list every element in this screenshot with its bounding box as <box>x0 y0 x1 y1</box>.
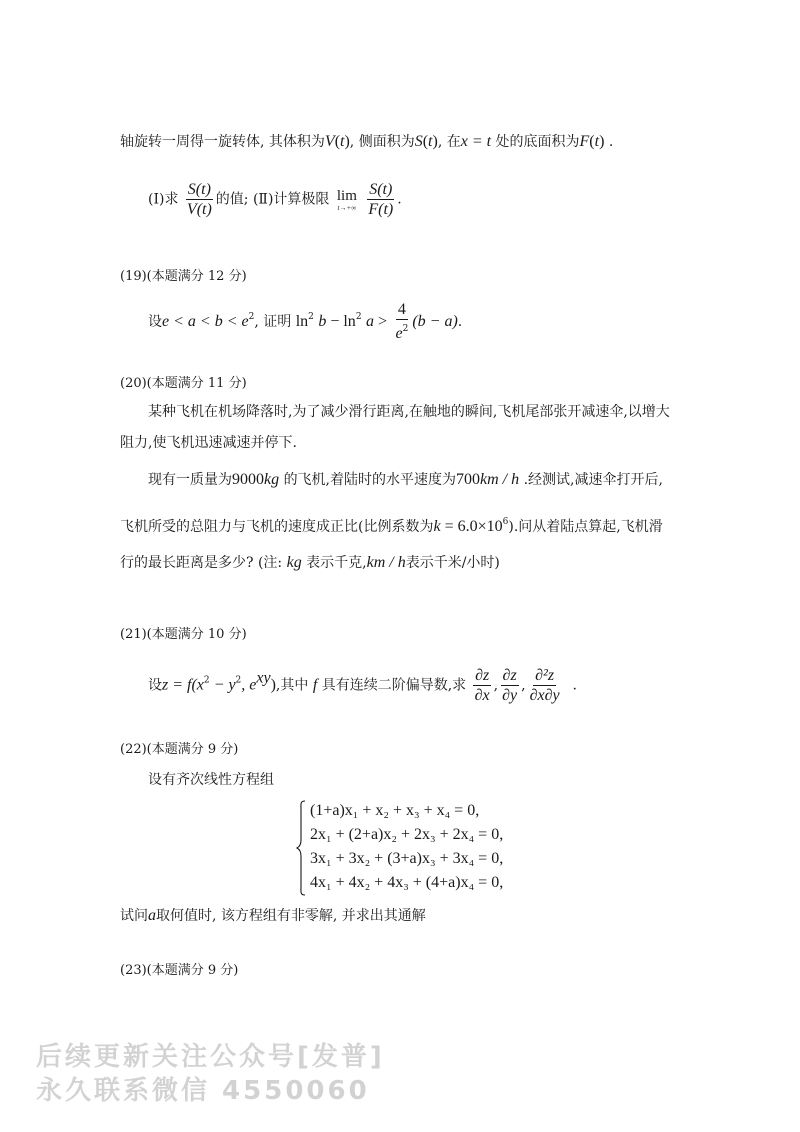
q18-parts <box>148 180 402 219</box>
part-2-tail: . <box>397 191 402 208</box>
q20-l5c: 表示千米/小时) <box>405 555 500 571</box>
q23-header: (23)(本题满分 9 分) <box>120 963 239 978</box>
a-symbol: a <box>148 907 156 924</box>
q19-frac-num: 4 <box>397 301 406 318</box>
q21-mid2: 具有连续二阶偏导数,求 <box>321 677 467 694</box>
q21-end: . <box>572 677 577 694</box>
q19-minus: − <box>326 313 344 330</box>
q20-l3b: 的飞机,着陆时的水平速度为 <box>283 472 457 488</box>
q19-header: (19)(本题满分 12 分) <box>120 269 247 284</box>
a-var: a <box>366 313 374 330</box>
q19-gt: > <box>374 313 388 330</box>
left-brace-icon <box>296 800 306 896</box>
q22-intro: 设有齐次线性方程组 <box>148 772 274 788</box>
equation-2: 2x₁ + (2+a)x₂ + 2x₃ + 2x₄ = 0, <box>310 826 504 843</box>
dz-dx-den: ∂x <box>474 687 490 704</box>
q18-text-1: 轴旋转一周得一旋转体, 其体积为 <box>120 134 325 150</box>
equation-4: 4x₁ + 4x₂ + 4x₃ + (4+a)x₄ = 0, <box>310 874 504 891</box>
q19-end: . <box>457 314 463 330</box>
q19-cond-exponent: 2 <box>248 312 255 322</box>
q20-l3a: 现有一质量为 <box>148 472 232 488</box>
dz-dy <box>500 666 519 705</box>
q19-frac-den: e <box>395 325 403 342</box>
f-symbol: f <box>312 676 318 694</box>
ln-a-exponent: 2 <box>355 312 362 322</box>
q20-l3c: .经测试,减速伞打开后, <box>523 472 663 488</box>
part-2-label: (Ⅱ)计算极限 <box>252 191 330 208</box>
dz-dy-den: ∂y <box>502 687 518 704</box>
dz-dy-num: ∂z <box>502 667 517 684</box>
ln-b-exponent: 2 <box>308 312 314 322</box>
q21-mid1: ,其中 <box>275 677 309 694</box>
q20-line-3 <box>148 470 663 490</box>
q22-header: (22)(本题满分 9 分) <box>120 742 239 757</box>
q20-line-1: 某种飞机在机场降落时,为了减少滑行距离,在触地的瞬间,飞机尾部张开减速伞,以增大 <box>148 404 670 420</box>
q20-l5b: 表示千克, <box>306 555 367 571</box>
part-1-tail: 的值; <box>215 191 249 208</box>
q21-arg4: ) <box>270 676 276 694</box>
q21-comma-1: , <box>493 677 499 694</box>
q22-ask-post: 取何值时, 该方程组有非零解, 并求出其通解 <box>156 908 426 924</box>
equation-3: 3x₁ + 3x₂ + (3+a)x₃ + 3x₄ = 0, <box>310 850 504 867</box>
limit-operator <box>337 188 357 212</box>
d2z-dxdy <box>528 666 562 705</box>
watermark-line-2: 永久联系微信 4550060 <box>36 1076 370 1106</box>
surface-symbol: S <box>414 133 423 150</box>
k-exponent: 6 <box>502 517 509 527</box>
mass-unit: kg <box>264 471 280 488</box>
speed-unit: km / h <box>480 471 520 488</box>
q20-l5a: 行的最长距离是多少? (注: <box>120 555 283 571</box>
q21-exp-xy: xy <box>256 669 271 687</box>
q19-tail: (b − a) <box>412 313 458 330</box>
q20-line-2: 阻力,使飞机迅速减速并停下. <box>120 435 297 451</box>
s-over-v-numerator: S(t) <box>187 181 211 198</box>
q18-text-2: , 侧面积为 <box>349 134 415 150</box>
speed-value: 700 <box>456 471 481 488</box>
base-area-symbol: F <box>579 133 590 150</box>
k-symbol: k <box>433 518 441 535</box>
q19-den-exponent: 2 <box>402 324 409 334</box>
q20-l4a: 飞机所受的总阻力与飞机的速度成正比(比例系数为 <box>120 519 434 535</box>
equation-1: (1+a)x₁ + x₂ + x₃ + x₄ = 0, <box>310 802 480 819</box>
dz-dx <box>473 666 492 705</box>
q21-pre: 设 <box>148 677 162 694</box>
q21-arg1: (x <box>191 676 204 694</box>
q19-condition: e < a < b < e <box>162 313 249 330</box>
x-equals-t: x = t <box>460 133 492 150</box>
q21-comma-2: , <box>521 677 526 694</box>
d2z-den: ∂x∂y <box>529 687 560 704</box>
ln-a: ln <box>343 313 356 330</box>
q19-statement <box>148 300 462 344</box>
q21-header: (21)(本题满分 10 分) <box>120 627 247 642</box>
q21-statement: 设$z = f(x^2 - y^2$, $e^{xy}$),其中 f 具有连续二阶偏导数,求 $\frac{\partial z}{\partial x}$ , $\frac{\partial z}{\partial y}$ , $\frac{\text{∂²z}}{\partial x\partial y}$ . <box>148 667 577 704</box>
q18-text-3: , 在 <box>437 134 461 150</box>
q18-text-4: 处的底面积为 <box>495 134 580 150</box>
four-over-e-squared <box>393 300 410 344</box>
q18-period: . <box>608 134 614 150</box>
k-value: = 6.0×10 <box>440 518 503 535</box>
q20-line-5 <box>120 553 500 573</box>
part-1-label: (I)求 <box>148 191 179 208</box>
q21-arg2: − y <box>209 676 236 694</box>
note-kg: kg <box>286 554 302 571</box>
s-over-v-fraction <box>185 180 214 219</box>
lim-subscript: t→+∞ <box>337 203 357 212</box>
volume-symbol: V <box>324 133 335 150</box>
q22-question <box>120 906 426 926</box>
q20-header: (20)(本题满分 11 分) <box>120 376 247 391</box>
ln-b: ln <box>295 313 309 330</box>
q19-mid: , 证明 <box>254 314 292 330</box>
s-over-v-denominator: V(t) <box>186 201 212 218</box>
q19-pre: 设 <box>148 314 162 330</box>
q18-statement: 轴旋转一周得一旋转体, 其体积为V(t), 侧面积为S(t), 在x = t 处的底面积为F(t) . <box>120 133 614 150</box>
lim-word: lim <box>336 187 357 204</box>
q21-arg3: , e <box>241 676 257 694</box>
mass-value: 9000 <box>232 471 264 488</box>
q22-ask-pre: 试问 <box>120 908 148 924</box>
z-equals-f: z = f <box>162 676 192 694</box>
dz-dx-num: ∂z <box>475 667 490 684</box>
note-kmh: km / h <box>366 554 406 571</box>
s-over-f-fraction <box>366 180 395 219</box>
d2z-num: ∂²z <box>535 667 555 684</box>
q20-l4b: ).问从着陆点算起,飞机滑 <box>508 519 663 535</box>
q20-line-4 <box>120 512 663 537</box>
watermark-line-1: 后续更新关注公众号[发普] <box>36 1042 385 1072</box>
b-var: b <box>318 313 327 330</box>
s-over-f-numerator: S(t) <box>369 181 393 198</box>
s-over-f-denominator: F(t) <box>368 201 394 218</box>
